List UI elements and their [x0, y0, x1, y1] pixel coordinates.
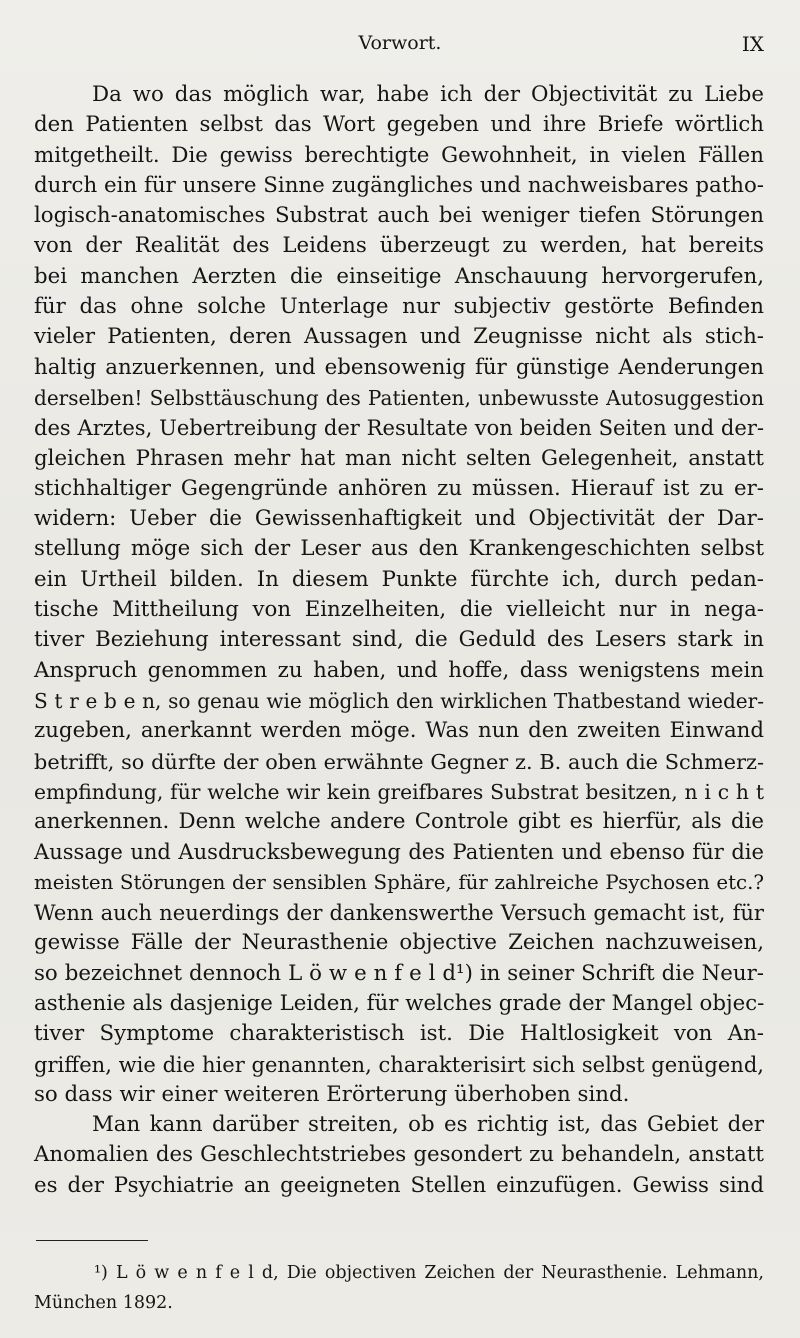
text-line: logisch-anatomisches Substrat auch bei weniger tiefen Störungen	[34, 203, 764, 229]
text-line: Anomalien des Geschlechtstriebes gesondert zu behandeln, anstatt	[34, 1142, 764, 1168]
header-title: Vorwort.	[358, 32, 442, 54]
text-line: den Patienten selbst das Wort gegeben und ihre Briefe wörtlich	[34, 112, 764, 138]
text-line: derselben! Selbsttäuschung des Patienten, unbewusste Autosuggestion	[34, 385, 764, 410]
text-line: bei manchen Aerzten die einseitige Anschauung hervorgerufen,	[34, 263, 764, 289]
body-text	[34, 80, 764, 1201]
text-line: durch ein für unsere Sinne zugängliches und nachweisbares patho-	[34, 172, 764, 198]
text-line: tische Mittheilung von Einzelheiten, die vielleicht nur in nega-	[34, 597, 764, 623]
footnote-line: ¹) L ö w e n f e l d, Die objectiven Zeichen der Neurasthenie. Lehmann,	[94, 1263, 764, 1283]
text-line: haltig anzuerkennen, und ebensowenig für günstige Aenderungen	[34, 354, 764, 380]
text-line: tiver Beziehung interessant sind, die Geduld des Lesers stark in	[34, 627, 764, 653]
text-line: asthenie als dasjenige Leiden, für welches grade der Mangel objec-	[34, 990, 765, 1016]
text-line: meisten Störungen der sensiblen Sphäre, für zahlreiche Psychosen etc.?	[34, 870, 764, 894]
text-line: von der Realität des Leidens überzeugt zu werden, hat bereits	[34, 233, 764, 259]
text-line: stellung möge sich der Leser aus den Krankengeschichten selbst	[34, 536, 764, 562]
running-header	[0, 32, 800, 62]
text-line: Aussage und Ausdrucksbewegung des Patienten und ebenso für die	[34, 839, 764, 865]
text-line: zugeben, anerkannt werden möge. Was nun den zweiten Einwand	[34, 718, 764, 744]
text-line: Man kann darüber streiten, ob es richtig ist, das Gebiet der	[92, 1112, 764, 1138]
text-line: tiver Symptome charakteristisch ist. Die Haltlosigkeit von An-	[34, 1021, 764, 1047]
text-line: Anspruch genommen zu haben, und hoffe, dass wenigstens mein	[34, 657, 764, 683]
text-line: Da wo das möglich war, habe ich der Objectivität zu Liebe	[92, 82, 764, 107]
footnotes	[34, 1258, 764, 1318]
text-line: des Arztes, Uebertreibung der Resultate von beiden Seiten und der-	[34, 415, 764, 441]
text-line: vieler Patienten, deren Aussagen und Zeugnisse nicht als stich-	[34, 324, 764, 350]
text-line: widern: Ueber die Gewissenhaftigkeit und Objectivität der Dar-	[34, 506, 764, 532]
text-line: so bezeichnet dennoch L ö w e n f e l d¹) in seiner Schrift die Neur-	[34, 960, 764, 986]
text-line: mitgetheilt. Die gewiss berechtigte Gewohnheit, in vielen Fällen	[34, 142, 764, 168]
text-line: griffen, wie die hier genannten, charakterisirt sich selbst genügend,	[34, 1051, 764, 1077]
text-line: empfindung, für welche wir kein greifbares Substrat besitzen, n i c h t	[34, 779, 764, 804]
footnote-divider	[36, 1240, 148, 1241]
text-line: anerkennen. Denn welche andere Controle gibt es hierfür, als die	[34, 809, 764, 835]
text-line: Wenn auch neuerdings der dankenswerthe Versuch gemacht ist, für	[34, 900, 764, 926]
text-line: stichhaltiger Gegengründe anhören zu müssen. Hierauf ist zu er-	[34, 475, 764, 501]
page-number: IX	[741, 32, 764, 56]
text-line: gleichen Phrasen mehr hat man nicht selten Gelegenheit, anstatt	[34, 445, 764, 471]
text-line: so dass wir einer weiteren Erörterung überhoben sind.	[34, 1081, 630, 1107]
text-line: S t r e b e n, so genau wie möglich den wirklichen Thatbestand wieder-	[34, 688, 764, 713]
text-line: ein Urtheil bilden. In diesem Punkte fürchte ich, durch pedan-	[34, 566, 764, 592]
footnote-line: München 1892.	[34, 1293, 173, 1313]
text-line: gewisse Fälle der Neurasthenie objective Zeichen nachzuweisen,	[34, 930, 764, 956]
text-line: betrifft, so dürfte der oben erwähnte Gegner z. B. auch die Schmerz-	[34, 749, 764, 774]
text-line: für das ohne solche Unterlage nur subjectiv gestörte Befinden	[34, 294, 764, 320]
text-line: es der Psychiatrie an geeigneten Stellen einzufügen. Gewiss sind	[34, 1172, 764, 1198]
